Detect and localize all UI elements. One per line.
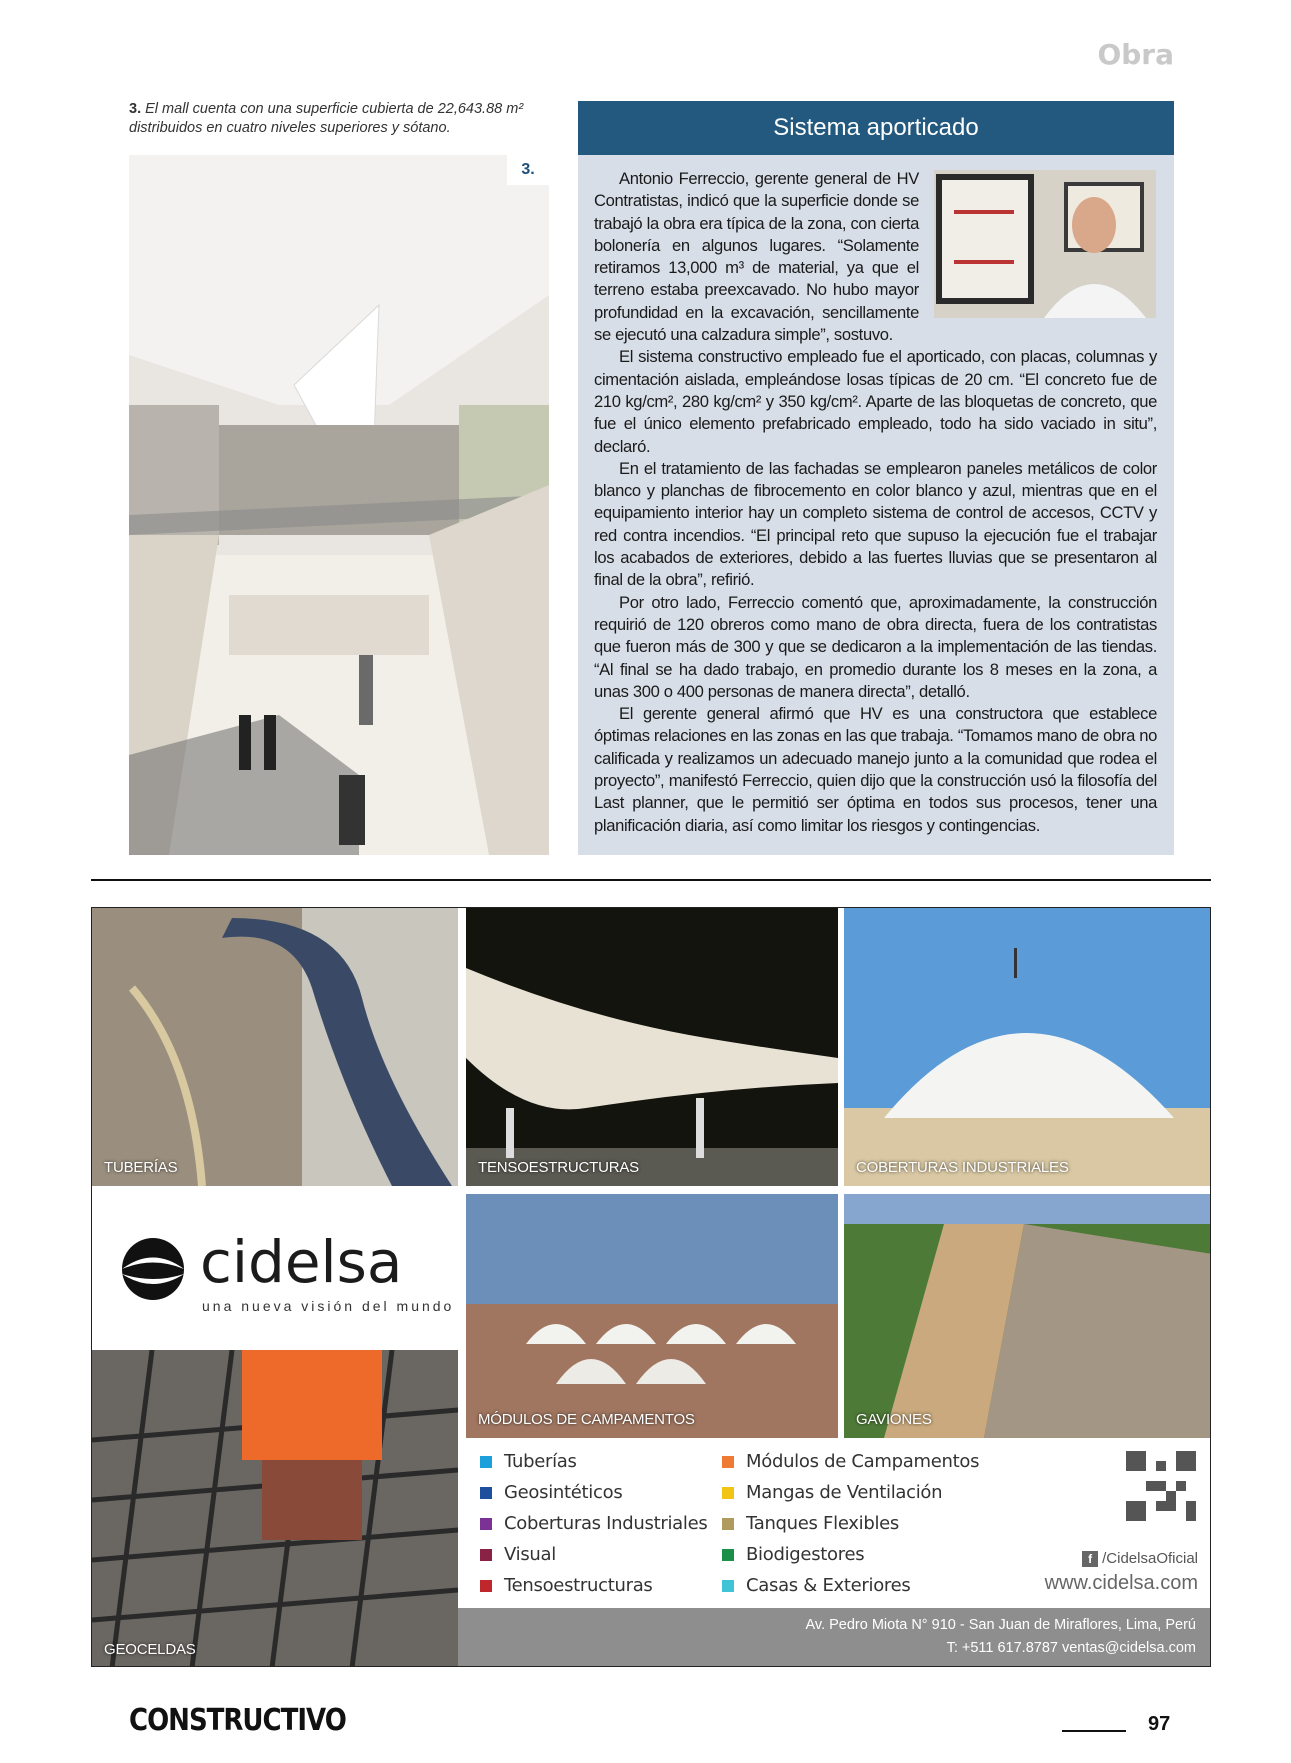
tile-tensoestructuras bbox=[466, 908, 838, 1186]
caption-number: 3. bbox=[129, 101, 142, 117]
bullet-square bbox=[480, 1549, 492, 1561]
tile-tuberias bbox=[92, 908, 458, 1186]
tile-label: GAVIONES bbox=[856, 1411, 932, 1428]
list-item: Mangas de Ventilación bbox=[722, 1477, 979, 1508]
page-rule bbox=[1062, 1730, 1126, 1732]
bullet-square bbox=[722, 1580, 734, 1592]
website-link[interactable]: www.cidelsa.com bbox=[1044, 1572, 1198, 1594]
list-item: Biodigestores bbox=[722, 1539, 979, 1570]
list-item: Tanques Flexibles bbox=[722, 1508, 979, 1539]
brand-name: cidelsa bbox=[200, 1228, 403, 1296]
tile-modulos bbox=[466, 1194, 838, 1438]
address: Av. Pedro Miota N° 910 - San Juan de Miraflores, Lima, Perú bbox=[805, 1617, 1196, 1633]
bullet-square bbox=[722, 1456, 734, 1468]
page-number: 97 bbox=[1148, 1713, 1171, 1735]
sidebar-paragraph: Antonio Ferreccio, gerente general de HV Contratistas, indicó que la superficie donde se trabajó la obra era típica de la zona, con cierta bolonería en algunos lugares. “Solamente retiramos 13,000 m³ de material, ya que el terreno estaba preexcavado. No hubo mayor profundidad en la excavación, sencillamente se ejecutó una calzadura simple”, sostuvo. bbox=[594, 169, 919, 345]
bullet-square bbox=[480, 1580, 492, 1592]
tile-gaviones bbox=[844, 1194, 1211, 1438]
tile-label: COBERTURAS INDUSTRIALES bbox=[856, 1159, 1069, 1176]
sidebar-paragraph: El gerente general afirmó que HV es una constructora que establece óptimas relaciones en las zonas en las que trabaja. “Tomamos mano de obra no calificada y realizamos un adecuado manejo junto a la comunidad que rodea el proyecto”, manifestó Ferreccio, quien dijo que la construcción usó la filosofía del Last planner, que le permitió ser óptima en todos sus procesos, tener una planificación diaria, así como limitar los riesgos y contingencias. bbox=[594, 704, 1157, 835]
section-header: Obra bbox=[1097, 38, 1174, 71]
list-item: Geosintéticos bbox=[480, 1477, 707, 1508]
bullet-square bbox=[722, 1549, 734, 1561]
product-list-right bbox=[722, 1446, 979, 1601]
contact: T: +511 617.8787 ventas@cidelsa.com bbox=[946, 1640, 1196, 1656]
sidebar-paragraph: Por otro lado, Ferreccio comentó que, aproximadamente, la construcción requirió de 120 obreros como mano de obra directa, fuera de los contratistas que fueron más de 300 y que se dedicaron a la implementación de las tiendas. “Al final se ha dado trabajo, en promedio durante los 8 meses en la zona, a unas 300 o 400 personas de manera directa”, detalló. bbox=[594, 592, 1157, 701]
magazine-name: CONSTRUCTIVO bbox=[129, 1703, 346, 1739]
list-item: Módulos de Campamentos bbox=[722, 1446, 979, 1477]
photo-number-tag: 3. bbox=[507, 155, 549, 185]
bullet-square bbox=[480, 1456, 492, 1468]
list-item: Casas & Exteriores bbox=[722, 1570, 979, 1601]
sidebar-paragraph: El sistema constructivo empleado fue el aporticado, con placas, columnas y cimentación aislada, empleándose losas típicas de 20 cm. “El concreto fue de 210 kg/cm², 280 kg/cm² y 350 kg/cm². Aparte de las bloquetas de concreto, que fue el único elemento prefabricado empleado, todo ha sido vaciado in situ”, declaró. bbox=[594, 347, 1157, 456]
caption-text: El mall cuenta con una superficie cubierta de 22,643.88 m² distribuidos en cuatro niveles superiores y sótano. bbox=[129, 101, 524, 136]
tile-label: TUBERÍAS bbox=[104, 1159, 178, 1176]
tile-label: TENSOESTRUCTURAS bbox=[478, 1159, 639, 1176]
tile-geoceldas bbox=[92, 1350, 458, 1667]
sidebar-paragraph: En el tratamiento de las fachadas se emplearon paneles metálicos de color blanco y planchas de fibrocemento en color blanco y azul, mientras que en el equipamiento interior hay un completo sistema de control de accesos, CCTV y red contra incendios. “El principal reto que supuso la ejecución fue el trabajar los acabados de exteriores, debido a las fuertes lluvias que se presentaron al final de la obra”, refirió. bbox=[594, 458, 1157, 590]
facebook-icon: f bbox=[1082, 1551, 1098, 1567]
divider bbox=[91, 879, 1211, 881]
brand-logo bbox=[92, 1188, 458, 1348]
sidebar-title: Sistema aporticado bbox=[578, 101, 1174, 155]
brand-slogan: una nueva visión del mundo bbox=[202, 1298, 455, 1314]
tile-coberturas bbox=[844, 908, 1211, 1186]
tile-label: MÓDULOS DE CAMPAMENTOS bbox=[478, 1411, 695, 1428]
cidelsa-advertisement bbox=[91, 907, 1211, 1667]
list-item: Tuberías bbox=[480, 1446, 707, 1477]
mall-interior-photo bbox=[129, 155, 549, 855]
tile-label: GEOCELDAS bbox=[104, 1641, 196, 1658]
list-item: Coberturas Industriales bbox=[480, 1508, 707, 1539]
facebook-link[interactable]: f /CidelsaOficial bbox=[1082, 1550, 1198, 1567]
qr-code-icon[interactable] bbox=[1126, 1451, 1196, 1521]
list-item: Visual bbox=[480, 1539, 707, 1570]
contact-bar bbox=[458, 1608, 1210, 1667]
bullet-square bbox=[722, 1487, 734, 1499]
bullet-square bbox=[480, 1487, 492, 1499]
bullet-square bbox=[722, 1518, 734, 1530]
cidelsa-logo-icon bbox=[120, 1236, 186, 1302]
bullet-square bbox=[480, 1518, 492, 1530]
list-item: Tensoestructuras bbox=[480, 1570, 707, 1601]
product-list-left bbox=[480, 1446, 707, 1601]
sidebar-body bbox=[594, 168, 1157, 837]
sidebar-box bbox=[578, 101, 1174, 855]
photo-caption bbox=[129, 100, 559, 138]
